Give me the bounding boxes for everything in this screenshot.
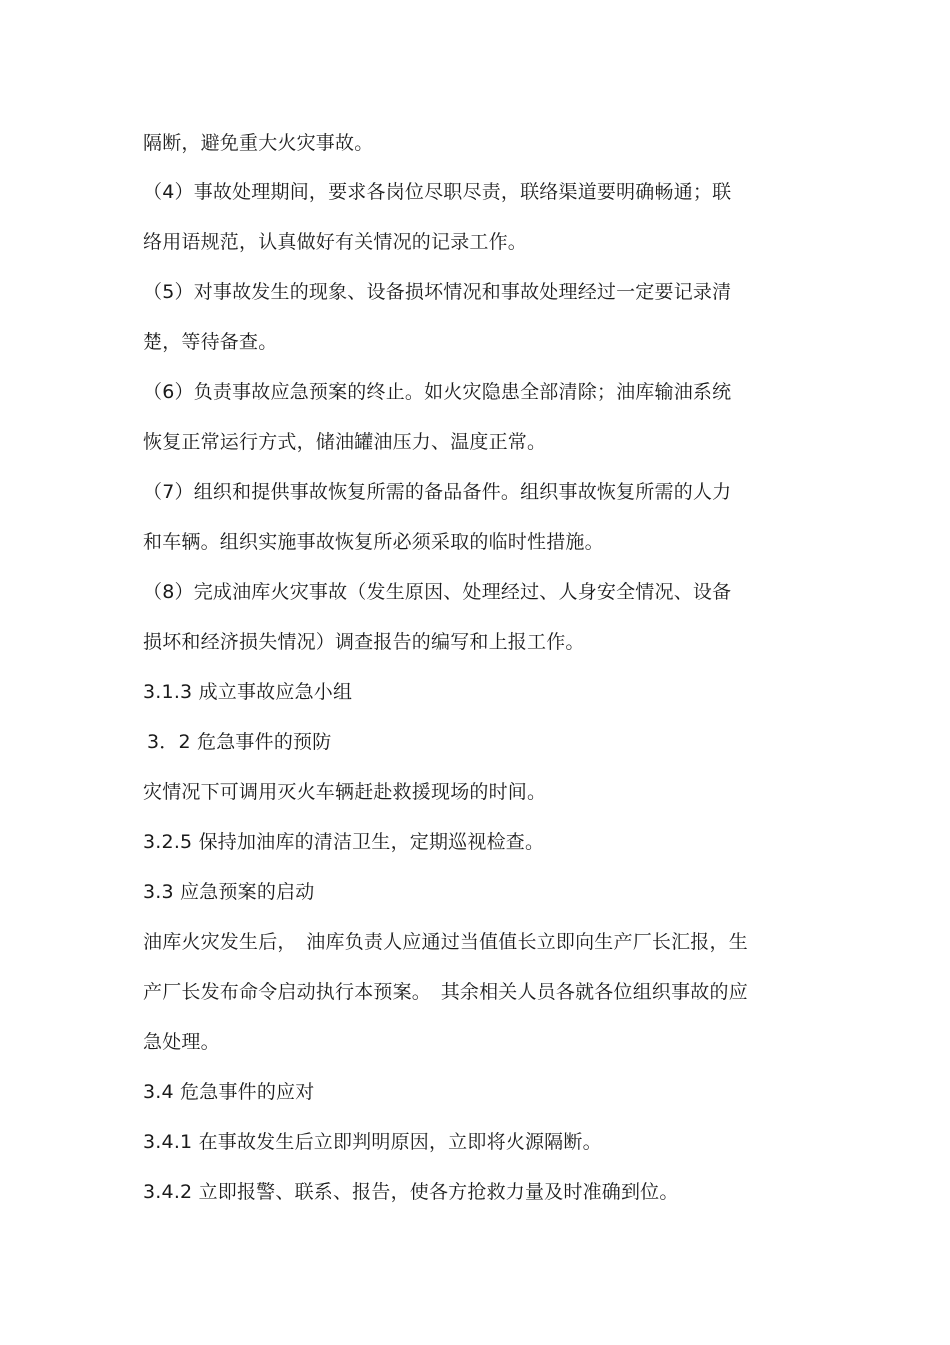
text-line: 3.4.1 在事故发生后立即判明原因，立即将火源隔断。 xyxy=(143,1131,602,1153)
text-line: 损坏和经济损失情况）调查报告的编写和上报工作。 xyxy=(143,631,585,653)
section-heading: 3．2 危急事件的预防 xyxy=(147,731,332,753)
text-line: 楚，等待备查。 xyxy=(143,331,278,353)
section-heading: 3.1.3 成立事故应急小组 xyxy=(143,681,353,703)
text-line: 恢复正常运行方式，储油罐油压力、温度正常。 xyxy=(143,431,547,453)
text-line: 急处理。 xyxy=(143,1031,220,1053)
text-line: 隔断，避免重大火灾事故。 xyxy=(143,132,374,154)
section-heading: 3.3 应急预案的启动 xyxy=(143,881,315,903)
text-line: 3.2.5 保持加油库的清洁卫生，定期巡视检查。 xyxy=(143,831,545,853)
text-line: 油库火灾发生后， 油库负责人应通过当值值长立即向生产厂长汇报，生 xyxy=(143,931,748,953)
text-line: 灾情况下可调用灭火车辆赶赴救援现场的时间。 xyxy=(143,781,547,803)
text-line: 产厂长发布命令启动执行本预案。 其余相关人员各就各位组织事故的应 xyxy=(143,981,748,1003)
text-line: 和车辆。组织实施事故恢复所必须采取的临时性措施。 xyxy=(143,531,604,553)
text-line: （4）事故处理期间，要求各岗位尽职尽责，联络渠道要明确畅通；联 xyxy=(143,181,732,203)
text-line: 络用语规范，认真做好有关情况的记录工作。 xyxy=(143,231,528,253)
text-line: （7）组织和提供事故恢复所需的备品备件。组织事故恢复所需的人力 xyxy=(143,481,732,503)
text-line: （6）负责事故应急预案的终止。如火灾隐患全部清除；油库输油系统 xyxy=(143,381,732,403)
section-heading: 3.4 危急事件的应对 xyxy=(143,1081,315,1103)
text-line: 3.4.2 立即报警、联系、报告，使各方抢救力量及时准确到位。 xyxy=(143,1181,679,1203)
text-line: （8）完成油库火灾事故（发生原因、处理经过、人身安全情况、设备 xyxy=(143,581,732,603)
text-line: （5）对事故发生的现象、设备损坏情况和事故处理经过一定要记录清 xyxy=(143,281,732,303)
